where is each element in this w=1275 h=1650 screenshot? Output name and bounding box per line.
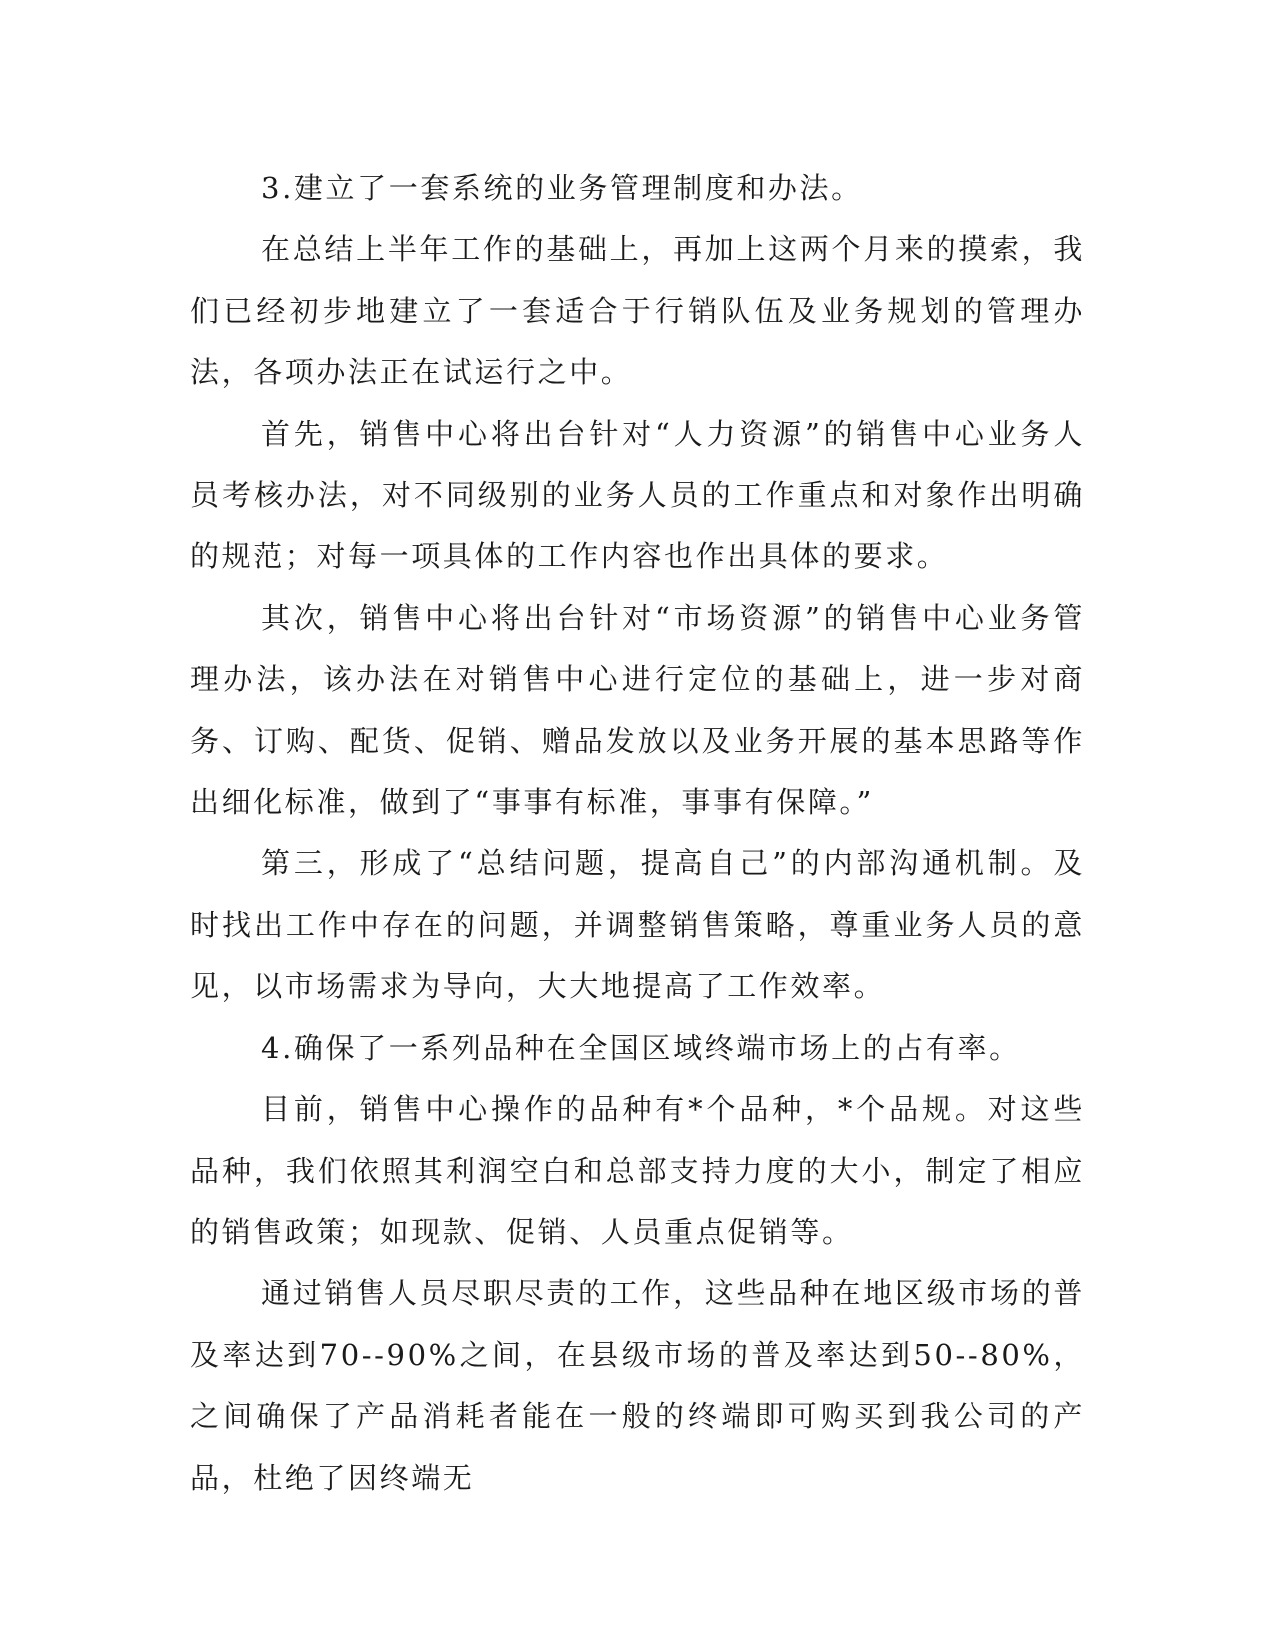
paragraph-4: 其次，销售中心将出台针对“市场资源”的销售中心业务管理办法，该办法在对销售中心进行定位的基础上，进一步对商务、订购、配货、促销、赠品发放以及业务开展的基本思路等作出细化标准，做到了“事事有标准，事事有保障。” (190, 600, 1085, 820)
paragraph-7: 目前，销售中心操作的品种有*个品种，*个品规。对这些品种，我们依照其利润空白和总部支持力度的大小，制定了相应的销售政策；如现款、促销、人员重点促销等。 (190, 1092, 1085, 1249)
document-body (190, 158, 1085, 1509)
paragraph-2: 在总结上半年工作的基础上，再加上这两个月来的摸索，我们已经初步地建立了一套适合于行销队伍及业务规划的管理办法，各项办法正在试运行之中。 (190, 232, 1085, 390)
paragraph-8: 通过销售人员尽职尽责的工作，这些品种在地区级市场的普及率达到70--90%之间，在县级市场的普及率达到50--80%，之间确保了产品消耗者能在一般的终端即可购买到我公司的产品，杜绝了因终端无 (190, 1276, 1085, 1495)
paragraph-5: 第三，形成了“总结问题，提高自己”的内部沟通机制。及时找出工作中存在的问题，并调整销售策略，尊重业务人员的意见，以市场需求为导向，大大地提高了工作效率。 (190, 846, 1085, 1004)
paragraph-3: 首先，销售中心将出台针对“人力资源”的销售中心业务人员考核办法，对不同级别的业务人员的工作重点和对象作出明确的规范；对每一项具体的工作内容也作出具体的要求。 (190, 416, 1085, 574)
paragraph-6: 4.确保了一系列品种在全国区域终端市场上的占有率。 (261, 1030, 1021, 1065)
paragraph-1: 3.建立了一套系统的业务管理制度和办法。 (261, 171, 863, 205)
